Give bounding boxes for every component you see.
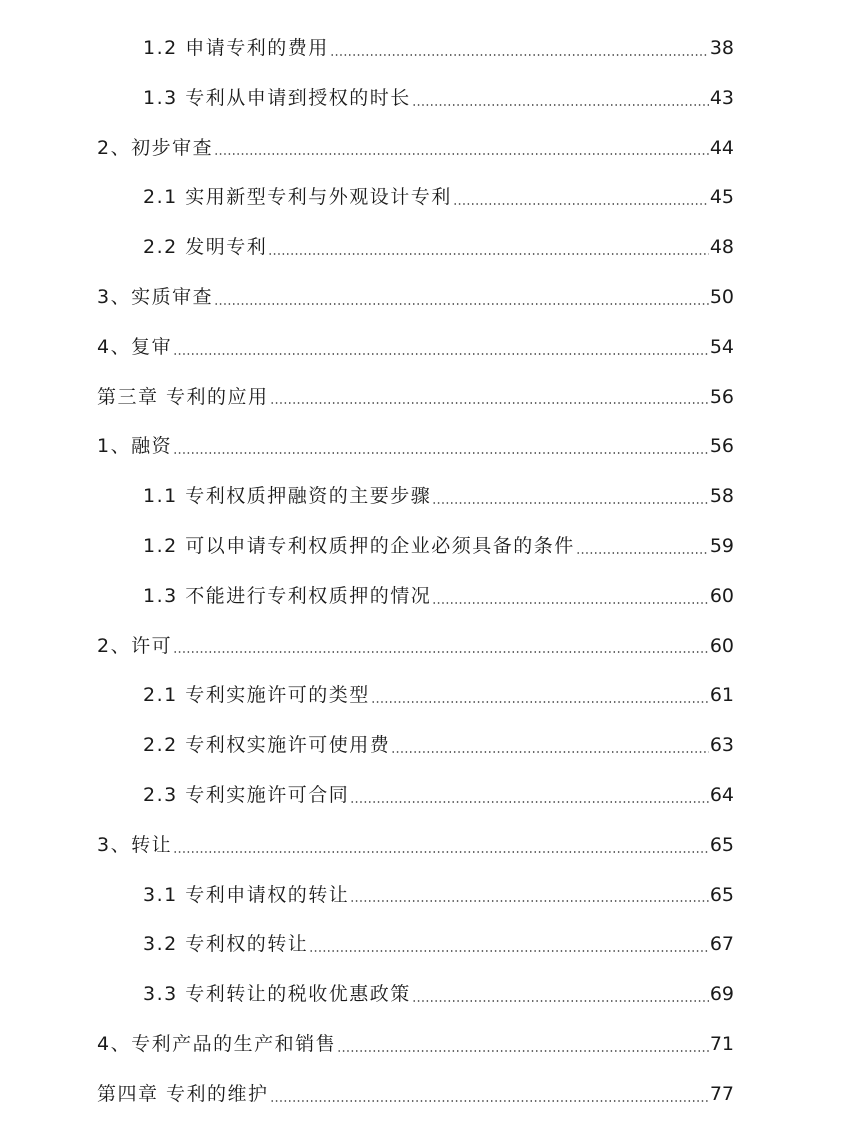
toc-entry-title: 2.2 专利权实施许可使用费: [143, 734, 391, 757]
dot-leader: [337, 1050, 709, 1052]
toc-entry-page: 56: [709, 435, 734, 458]
toc-entry-page: 59: [709, 534, 734, 557]
toc-entry[interactable]: [0, 821, 856, 871]
toc-entry[interactable]: [0, 771, 856, 821]
toc-entry-title: 1.2 申请专利的费用: [143, 37, 329, 59]
toc-entry-page: 69: [709, 983, 734, 1006]
toc-entry-title: 2、许可: [97, 634, 173, 657]
toc-entry[interactable]: [0, 572, 856, 622]
toc-entry-title: 2.1 专利实施许可的类型: [143, 684, 370, 707]
toc-entry-title: 4、复审: [97, 335, 173, 358]
toc-entry-page: 43: [709, 86, 734, 109]
toc-entry-title: 1、融资: [97, 435, 173, 458]
toc-entry-title: 3.3 专利转让的税收优惠政策: [143, 983, 411, 1006]
toc-entry-page: 56: [709, 385, 734, 408]
toc-entry[interactable]: [0, 671, 856, 721]
dot-leader: [576, 552, 709, 554]
toc-entry-page: 71: [709, 1032, 734, 1055]
toc-entry-title: 第三章 专利的应用: [97, 385, 269, 408]
toc-entry[interactable]: [0, 323, 856, 373]
toc-entry[interactable]: [0, 522, 856, 572]
dot-leader: [453, 203, 709, 205]
dot-leader: [268, 253, 709, 255]
toc-entry-title: 1.2 可以申请专利权质押的企业必须具备的条件: [143, 534, 575, 557]
toc-entry[interactable]: [0, 1070, 856, 1120]
toc-entry-title: 1.1 专利权质押融资的主要步骤: [143, 485, 432, 508]
toc-entry[interactable]: [0, 422, 856, 472]
toc-entry-page: 60: [709, 634, 734, 657]
toc-entry-page: 61: [709, 684, 734, 707]
toc-entry-page: 44: [709, 136, 734, 159]
toc-entry[interactable]: [0, 920, 856, 970]
toc-entry-page: 54: [709, 335, 734, 358]
toc-entry-page: 67: [709, 933, 734, 956]
toc-entry[interactable]: [0, 472, 856, 522]
toc-entry-title: 4、专利产品的生产和销售: [97, 1032, 337, 1055]
toc-entry-title: 2、初步审查: [97, 136, 214, 159]
toc-entry-page: 50: [709, 285, 734, 308]
toc-entry[interactable]: [0, 74, 856, 124]
dot-leader: [412, 104, 709, 106]
toc-entry[interactable]: [0, 373, 856, 423]
dot-leader: [173, 851, 709, 853]
toc-entry[interactable]: [0, 622, 856, 672]
toc-entry-title: 3、实质审查: [97, 285, 214, 308]
toc-entry[interactable]: [0, 1020, 856, 1070]
dot-leader: [173, 353, 709, 355]
dot-leader: [173, 452, 709, 454]
toc-entry-title: 3.2 专利权的转让: [143, 933, 309, 956]
toc-entry-page: 64: [709, 783, 734, 806]
toc-entry-page: 63: [709, 734, 734, 757]
toc-entry[interactable]: [0, 970, 856, 1020]
dot-leader: [270, 402, 709, 404]
toc-entry-title: 3.1 专利申请权的转让: [143, 883, 350, 906]
dot-leader: [350, 801, 709, 803]
toc-entry[interactable]: [0, 223, 856, 273]
toc-entry-title: 第四章 专利的维护: [97, 1082, 269, 1105]
dot-leader: [330, 54, 709, 56]
dot-leader: [173, 651, 709, 653]
toc-entry[interactable]: [0, 871, 856, 921]
toc-entry-page: 45: [709, 186, 734, 209]
toc-entry[interactable]: [0, 273, 856, 323]
toc-entry-page: 48: [709, 236, 734, 259]
toc-entry-page: 65: [709, 883, 734, 906]
toc-entry-page: 60: [709, 584, 734, 607]
dot-leader: [391, 751, 709, 753]
dot-leader: [350, 900, 709, 902]
toc-entry[interactable]: [0, 173, 856, 223]
dot-leader: [371, 701, 709, 703]
toc-entry-title: 1.3 专利从申请到授权的时长: [143, 86, 411, 109]
dot-leader: [432, 602, 709, 604]
dot-leader: [214, 153, 709, 155]
table-of-contents: [0, 24, 856, 1120]
toc-entry-title: 2.1 实用新型专利与外观设计专利: [143, 186, 452, 209]
toc-entry-title: 2.3 专利实施许可合同: [143, 783, 350, 806]
toc-entry-page: 58: [709, 485, 734, 508]
toc-entry-page: 77: [709, 1082, 734, 1105]
toc-entry-title: 1.3 不能进行专利权质押的情况: [143, 584, 432, 607]
dot-leader: [214, 303, 709, 305]
dot-leader: [309, 950, 709, 952]
toc-entry[interactable]: [0, 24, 856, 74]
dot-leader: [432, 502, 709, 504]
toc-entry-title: 3、转让: [97, 833, 173, 856]
toc-entry[interactable]: [0, 721, 856, 771]
toc-entry-page: 38: [709, 37, 734, 59]
toc-entry-page: 65: [709, 833, 734, 856]
dot-leader: [270, 1100, 709, 1102]
dot-leader: [412, 1000, 709, 1002]
toc-entry[interactable]: [0, 124, 856, 174]
toc-entry-title: 2.2 发明专利: [143, 236, 268, 259]
